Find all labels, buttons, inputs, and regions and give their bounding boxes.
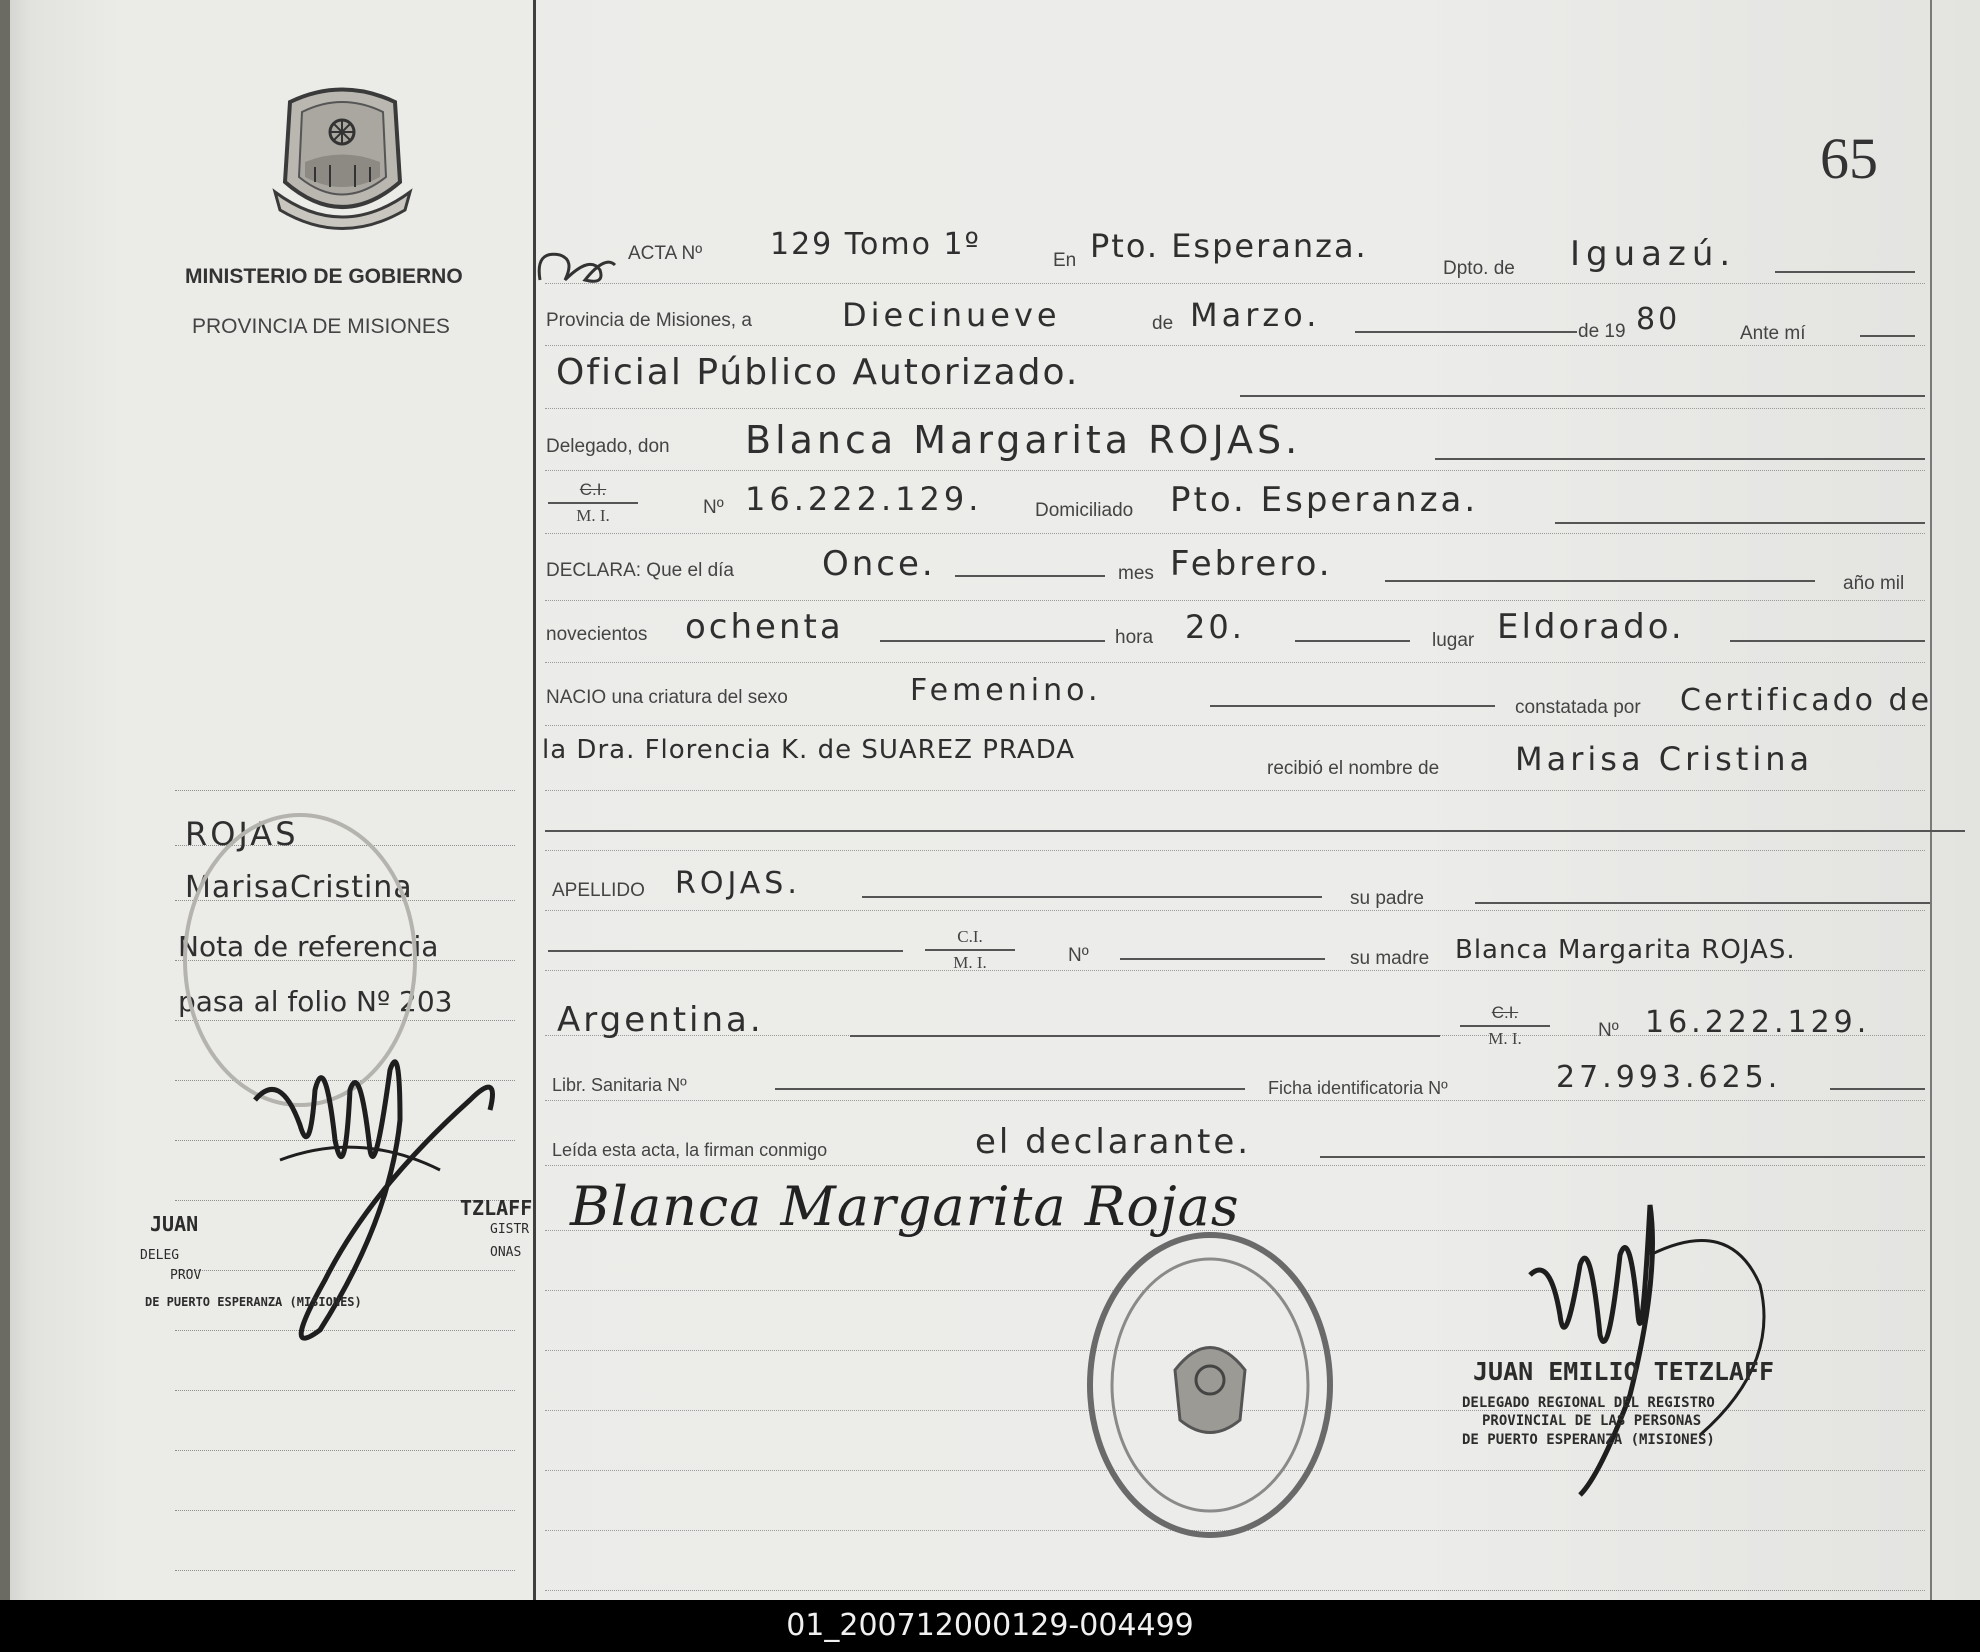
constatada-label: constatada por (1515, 697, 1641, 718)
page-right-edge (1930, 0, 1932, 1600)
official-stamp-line4: DE PUERTO ESPERANZA (MISIONES) (1462, 1432, 1715, 1448)
file-id-label: 01_200712000129-004499 (786, 1608, 1194, 1643)
place-value: Pto. Esperanza. (1090, 227, 1368, 265)
padre-label: su padre (1350, 888, 1424, 909)
form-line (545, 345, 1925, 346)
dia-value: Once. (822, 544, 936, 584)
hora-label: hora (1115, 627, 1154, 648)
madre-dni-value: 16.222.129. (1645, 1005, 1871, 1040)
ci-label: C.I. (548, 480, 638, 504)
numero-label-3: Nº (1598, 1020, 1619, 1041)
left-stamp-line1-left: JUAN (150, 1212, 199, 1236)
nacionalidad-value: Argentina. (557, 1000, 764, 1040)
margin-line (175, 1450, 515, 1451)
form-line (545, 662, 1925, 663)
blank-fill-line (548, 950, 903, 952)
de-label: de (1152, 313, 1174, 334)
form-line (545, 408, 1925, 409)
form-line (545, 1100, 1925, 1101)
year-value: 80 (1636, 302, 1681, 337)
blank-fill-line (1320, 1156, 1925, 1158)
leida-value: el declarante. (975, 1122, 1252, 1162)
ci-label-2: C.I. (925, 927, 1015, 951)
form-line (545, 790, 1925, 791)
page-binding (0, 0, 10, 1600)
oficial-value: Oficial Público Autorizado. (556, 352, 1080, 393)
mi-label: M. I. (576, 506, 610, 525)
left-stamp-line4: DE PUERTO ESPERANZA (MISIONES) (145, 1295, 362, 1309)
ci-mi-fraction-3 (1460, 1003, 1550, 1049)
blank-fill-line (880, 640, 1105, 642)
margin-line (175, 1390, 515, 1391)
left-stamp-line3-left: PROV (170, 1268, 202, 1283)
blank-fill-line (1240, 395, 1925, 397)
form-line (545, 910, 1925, 911)
blank-fill-line (1860, 335, 1915, 337)
acta-value: 129 Tomo 1º (770, 227, 981, 262)
madre-label: su madre (1350, 948, 1430, 969)
ministry-title: MINISTERIO DE GOBIERNO (185, 265, 463, 288)
apellido-label: APELLIDO (552, 880, 645, 901)
ci-mi-fraction (548, 480, 638, 526)
leida-label: Leída esta acta, la firman conmigo (552, 1140, 828, 1160)
numero-label-2: Nº (1068, 945, 1089, 966)
sexo-value: Femenino. (910, 673, 1102, 708)
form-line (545, 1590, 1925, 1591)
delegado-value: Blanca Margarita ROJAS. (745, 418, 1302, 462)
page-number: 65 (1820, 126, 1878, 191)
margin-line (175, 1510, 515, 1511)
dni-value: 16.222.129. (745, 480, 983, 518)
lugar-value: Eldorado. (1497, 607, 1685, 647)
blank-fill-line (1435, 458, 1925, 460)
month-value: Marzo. (1190, 296, 1321, 334)
blank-fill-line (955, 575, 1105, 577)
blank-fill-line (1120, 958, 1325, 960)
blank-fill-line (862, 896, 1322, 898)
lugar-label: lugar (1432, 630, 1475, 651)
nacio-label: NACIO una criatura del sexo (546, 687, 788, 708)
margin-line (175, 1570, 515, 1571)
mi-label-2: M. I. (953, 953, 987, 972)
blank-fill-line (850, 1035, 1440, 1037)
margin-names: MarisaCristina (185, 870, 413, 905)
blank-fill-line (1475, 902, 1930, 904)
initials-mark (530, 240, 620, 300)
blank-fill-line (1830, 1088, 1925, 1090)
form-line (545, 533, 1925, 534)
numero-label: Nº (703, 497, 724, 518)
blank-fill-line (1295, 640, 1410, 642)
hora-value: 20. (1185, 608, 1245, 646)
section-divider-line (545, 830, 1965, 832)
left-stamp-line1-right: TZLAFF (460, 1196, 533, 1220)
dpto-label: Dpto. de (1443, 258, 1515, 279)
margin-line (175, 790, 515, 791)
ci-label-3: C.I. (1460, 1003, 1550, 1027)
blank-fill-line (1555, 522, 1925, 524)
form-line (545, 1165, 1925, 1166)
nombre-value: Marisa Cristina (1515, 740, 1814, 778)
footer-bar (0, 1600, 1980, 1652)
recibio-label: recibió el nombre de (1267, 758, 1440, 779)
ante-label: Ante mí (1740, 323, 1806, 344)
province-coat-of-arms (270, 82, 415, 232)
madre-value: Blanca Margarita ROJAS. (1455, 935, 1796, 965)
provincia-label: Provincia de Misiones, a (546, 310, 752, 331)
form-line (545, 600, 1925, 601)
margin-note-reference: Nota de referencia (178, 930, 439, 963)
margin-note-folio: pasa al folio Nº 203 (178, 985, 453, 1018)
libreta-label: Libr. Sanitaria Nº (552, 1075, 687, 1095)
registrar-signature (1500, 1195, 1800, 1505)
official-oval-seal (1080, 1220, 1340, 1550)
delegado-label: Delegado, don (546, 436, 670, 457)
ci-mi-fraction-2 (925, 927, 1015, 973)
form-line (545, 850, 1925, 851)
declara-label: DECLARA: Que el día (546, 560, 734, 581)
mi-label-3: M. I. (1488, 1029, 1522, 1048)
declarant-signature: Blanca Margarita Rojas (570, 1175, 1240, 1238)
anio-label: año mil (1843, 573, 1905, 594)
blank-fill-line (1730, 640, 1925, 642)
form-line (545, 725, 1925, 726)
blank-fill-line (1355, 331, 1577, 333)
constatada-value: Certificado de (1680, 683, 1933, 718)
certificado-value: la Dra. Florencia K. de SUAREZ PRADA (542, 735, 1076, 765)
apellido-value: ROJAS. (675, 866, 801, 901)
dpto-value: Iguazú. (1570, 234, 1737, 274)
domicilio-value: Pto. Esperanza. (1170, 480, 1479, 520)
form-line (545, 970, 1925, 971)
mes-value: Febrero. (1170, 544, 1333, 584)
blank-fill-line (1210, 705, 1495, 707)
domiciliado-label: Domiciliado (1035, 500, 1134, 521)
left-stamp-line2-left: DELEG (140, 1248, 180, 1263)
novecientos-label: novecientos (546, 624, 648, 645)
form-line (545, 283, 1925, 284)
official-stamp-line3: PROVINCIAL DE LAS PERSONAS (1482, 1413, 1702, 1429)
mes-label: mes (1118, 563, 1154, 584)
blank-fill-line (775, 1088, 1245, 1090)
blank-fill-line (1775, 271, 1915, 273)
ficha-value: 27.993.625. (1556, 1060, 1782, 1095)
left-stamp-line2-right: GISTR (490, 1222, 530, 1237)
left-stamp-line3-right: ONAS (490, 1245, 522, 1260)
anio-value: ochenta (685, 607, 844, 647)
margin-surname: ROJAS (185, 815, 299, 853)
ficha-label: Ficha identificatoria Nº (1268, 1078, 1448, 1098)
official-stamp-name: JUAN EMILIO TETZLAFF (1473, 1357, 1775, 1386)
en-label: En (1053, 250, 1077, 271)
official-stamp-line2: DELEGADO REGIONAL DEL REGISTRO (1462, 1395, 1715, 1411)
acta-label: ACTA Nº (628, 243, 703, 264)
year-label: de 19 (1578, 321, 1626, 342)
blank-fill-line (1385, 580, 1815, 582)
form-line (545, 470, 1925, 471)
province-title: PROVINCIA DE MISIONES (192, 315, 450, 338)
day-value: Diecinueve (842, 296, 1061, 334)
